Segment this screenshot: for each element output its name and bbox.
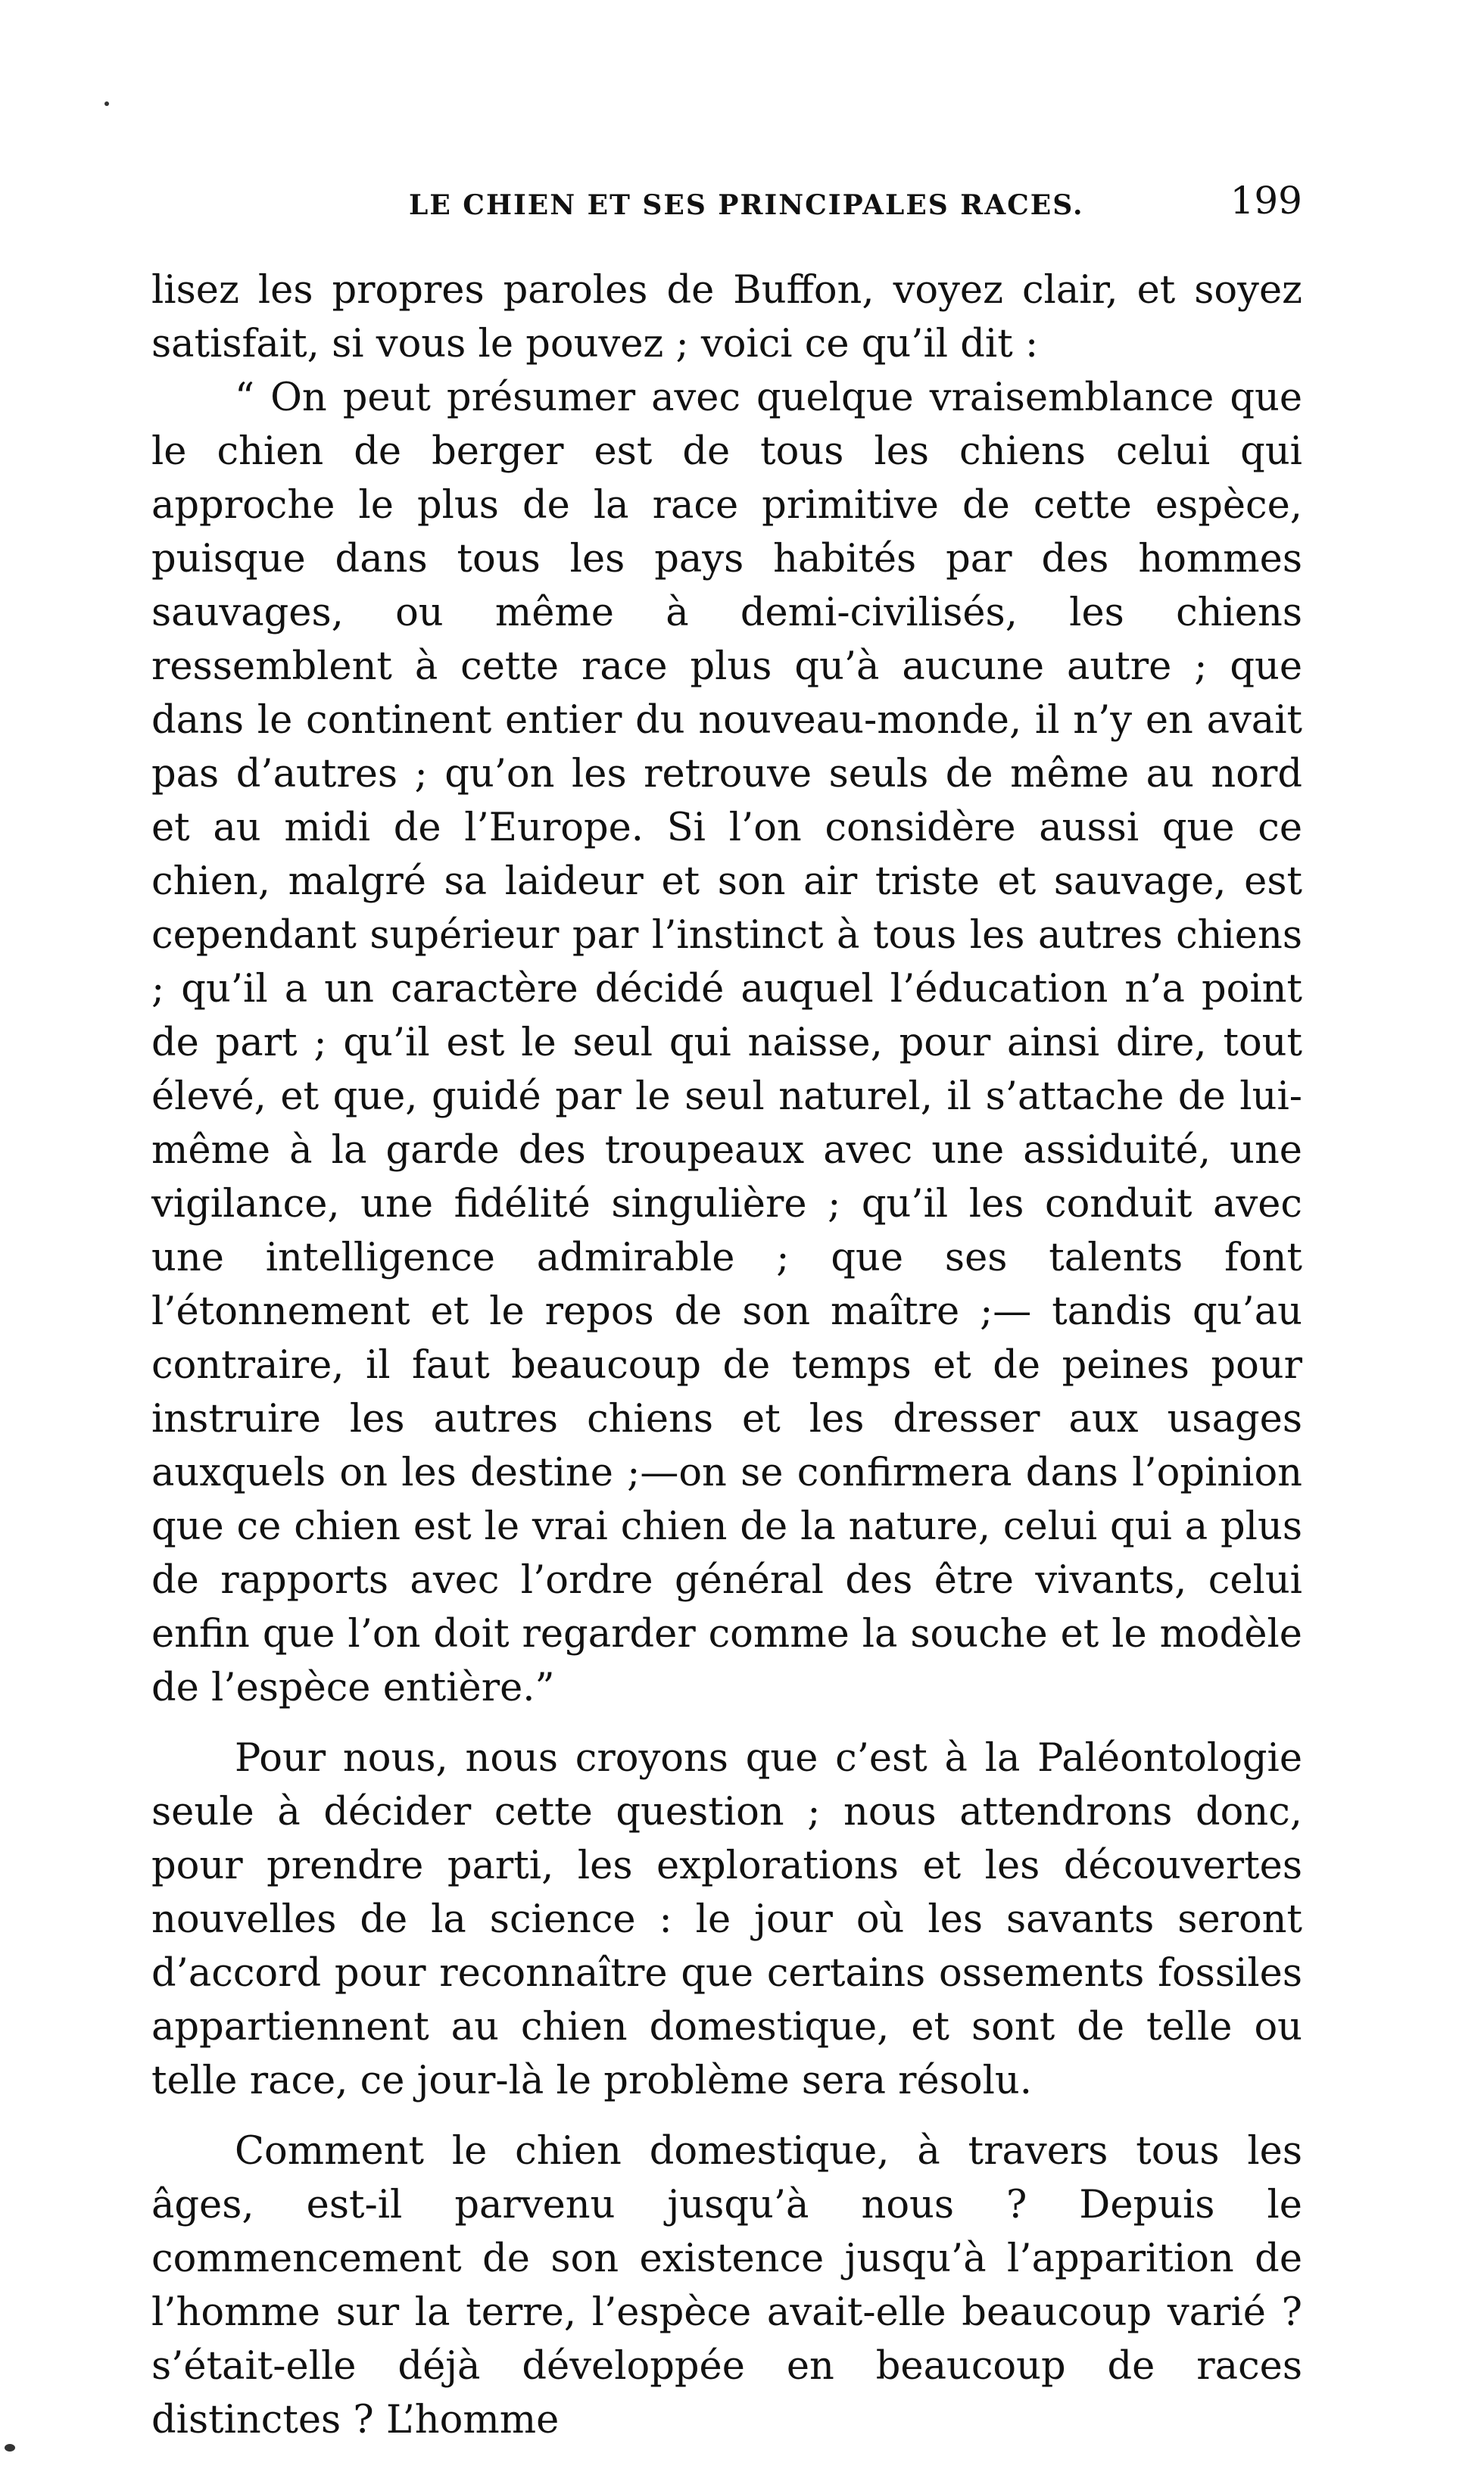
paragraph-paleontology: Pour nous, nous croyons que c’est à la Paléontologie seule à décider cette question ; nous attendrons donc, pour prendre parti, les explorations et les découvertes nouvelles de la science : le jour où les savants seront d’accord pour reconnaître que certains ossements fossiles appartiennent au chien domestique, et sont de telle ou telle race, ce jour-là le problème sera résolu.	[151, 1736, 1302, 2103]
page-number: 199	[1230, 179, 1302, 223]
paragraph-buffon-quote: “ On peut présumer avec quelque vraisemblance que le chien de berger est de tous les chiens celui qui approche le plus de la race primitive de cette espèce, puisque dans tous les pays habités par des hommes sauvages, ou même à demi-civilisés, les chiens ressemblent à cette race plus qu’à aucune autre ; que dans le continent entier du nouveau-monde, il n’y en avait pas d’autres ; qu’on les retrouve seuls de même au nord et au midi de l’Europe. Si l’on considère aussi que ce chien, malgré sa laideur et son air triste et sauvage, est cependant supérieur par l’instinct à tous les autres chiens ; qu’il a un caractère décidé auquel l’éducation n’a point de part ; qu’il est le seul qui naisse, pour ainsi dire, tout élevé, et que, guidé par le seul naturel, il s’attache de lui-même à la garde des troupeaux avec une assiduité, une vigilance, une fidélité singulière ; qu’il les conduit avec une intelligence admirable ; que ses talents font l’étonnement et le repos de son maître ;— tandis qu’au contraire, il faut beaucoup de temps et de peines pour instruire les autres chiens et les dresser aux usages auxquels on les destine ;—on se confirmera dans l’opinion que ce chien est le vrai chien de la nature, celui qui a plus de rapports avec l’ordre général des être vivants, celui enfin que l’on doit regarder comme la souche et le modèle de l’espèce entière.”	[151, 376, 1302, 1710]
scan-speck	[5, 2444, 15, 2452]
running-title: LE CHIEN ET SES PRINCIPALES RACES.	[409, 189, 1084, 221]
body-text	[151, 263, 1302, 2447]
running-head	[151, 173, 1302, 248]
scan-speck	[104, 101, 109, 106]
paragraph-domestic-dog: Comment le chien domestique, à travers tous les âges, est-il parvenu jusqu’à nous ? Depuis le commencement de son existence jusqu’à l’apparition de l’homme sur la terre, l’espèce avait-elle beaucoup varié ? s’était-elle déjà développée en beaucoup de races distinctes ? L’homme	[151, 2129, 1302, 2442]
paragraph-continuation: lisez les propres paroles de Buffon, voyez clair, et soyez satisfait, si vous le pouvez ; voici ce qu’il dit :	[151, 268, 1302, 366]
